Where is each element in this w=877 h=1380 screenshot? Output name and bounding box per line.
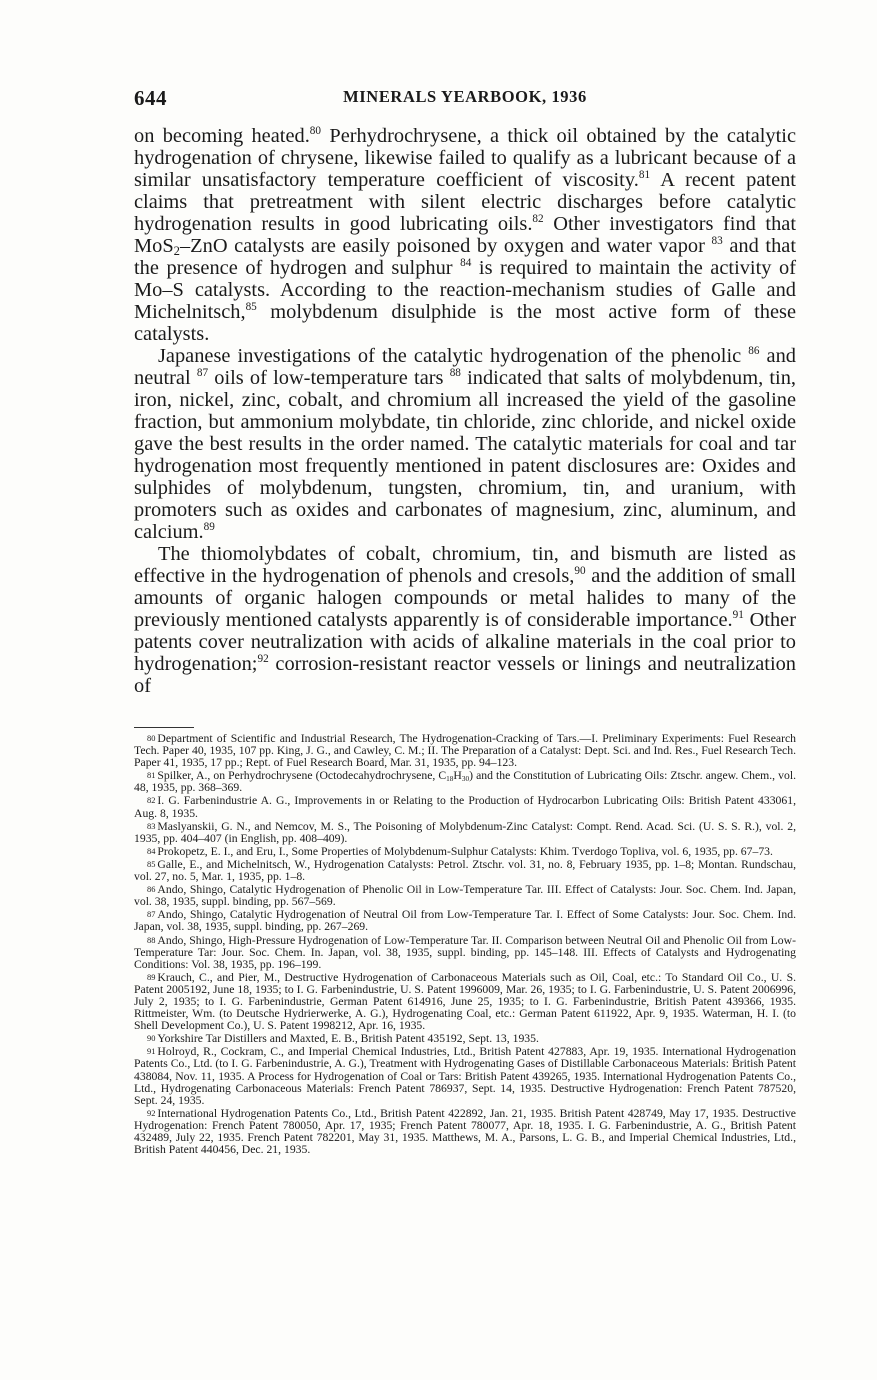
footnote	[134, 1045, 796, 1106]
footnote-number: 92	[147, 1107, 156, 1118]
footnote	[134, 1032, 796, 1045]
footnote-text: Department of Scientific and Industrial Research, The Hydrogenation-Cracking of Tars.—I. Preliminary Experiments: Fuel Research Tech. Paper 40, 1935, 107 pp. King, J. G., and Cawley, C. M.; II. The Preparation of a Catalyst: Dept. Sci. and Ind. Res., Fuel Research Tech. Paper 41, 1935, 17 pp.; Rept. of Fuel Research Board, Mar. 31, 1935, pp. 94–123.	[134, 732, 796, 770]
subscript: 18	[446, 775, 454, 784]
footnote-number: 88	[147, 934, 156, 945]
text-run: –ZnO catalysts are easily poisoned by oxygen and water vapor	[179, 235, 712, 257]
footnote-ref: 92	[257, 652, 269, 665]
text-run: corrosion-resistant reactor vessels or linings and neutralization of	[134, 653, 796, 697]
footnote-number: 81	[147, 770, 156, 781]
footnote-text: Ando, Shingo, High-Pressure Hydrogenation of Low-Temperature Tar. II. Comparison between Neutral Oil and Phenolic Oil from Low-Temperature Tar: Jour. Soc. Chem. In. Japan, vol. 38, 1935, suppl. binding, pp. 145–148. III. Effects of Catalysts and Hydrogenating Conditions: Vol. 38, 1935, pp. 196–199.	[134, 933, 796, 971]
footnote-number: 82	[147, 795, 156, 806]
footnote-ref: 89	[203, 520, 215, 533]
footnote-number: 85	[147, 858, 156, 869]
running-head: MINERALS YEARBOOK, 1936	[343, 87, 587, 106]
footnote-text: ) and the Constitution of Lubricating Oils: Ztschr. angew. Chem., vol. 48, 1935, pp. 368–369.	[134, 769, 796, 795]
footnote-number: 83	[147, 820, 156, 831]
footnote-number: 84	[147, 845, 156, 856]
footnote-ref: 91	[732, 608, 744, 621]
footnote-text: Prokopetz, E. I., and Eru, I., Some Properties of Molybdenum-Sulphur Catalysts: Khim. Tverdogo Topliva, vol. 6, 1935, pp. 67–73.	[157, 844, 773, 858]
footnote-text: I. G. Farbenindustrie A. G., Improvements in or Relating to the Production of Hydrocarbon Lubricating Oils: British Patent 433061, Aug. 8, 1935.	[134, 794, 796, 820]
footnote	[134, 883, 796, 908]
footnote-number: 86	[147, 884, 156, 895]
footnote-ref: 90	[574, 564, 586, 577]
footnote-ref: 83	[711, 234, 723, 247]
footnote	[134, 769, 796, 794]
footnotes	[134, 732, 796, 1156]
footnote-ref: 87	[196, 366, 209, 379]
text-run: Other patents cover neutralization with acids of alkaline materials in the coal prior to hydrogenation;	[134, 609, 797, 675]
footnote-text: International Hydrogenation Patents Co., Ltd., British Patent 422892, Jan. 21, 1935. British Patent 428749, May 17, 1935. Destructive Hydrogenation: French Patent 780050, Apr. 17, 1935; French Patent 780077, Apr. 18, 1935. I. G. Farbenindustrie, A. G., British Patent 432489, July 22, 1935. French Patent 782201, May 31, 1935. Matthews, M. A., Parsons, L. G. B., and Imperial Chemical Industries, Ltd., British Patent 440456, Dec. 21, 1935.	[134, 1106, 796, 1157]
body-text	[134, 125, 796, 697]
text-run: molybdenum disulphide is the most active form of these catalysts.	[134, 301, 796, 345]
footnote-text: Spilker, A., on Perhydrochrysene (Octodecahydrochrysene, C	[157, 769, 447, 783]
footnote	[134, 934, 796, 971]
footnote-text: Ando, Shingo, Catalytic Hydrogenation of Neutral Oil from Low-Temperature Tar. I. Effect of Some Catalysts: Jour. Soc. Chem. Ind. Japan, vol. 38, 1935, suppl. binding, pp. 267–269.	[134, 908, 796, 934]
footnote	[134, 858, 796, 883]
footnote-text: Yorkshire Tar Distillers and Maxted, E. B., British Patent 435192, Sept. 13, 1935.	[157, 1032, 539, 1046]
text-run: The thiomolybdates of cobalt, chromium, tin, and bismuth are listed as effective in the hydrogenation of phenols and cresols,	[134, 543, 796, 587]
paragraph-1	[134, 125, 796, 345]
footnote-text: Galle, E., and Michelnitsch, W., Hydrogenation Catalysts: Petrol. Ztschr. vol. 31, no. 8, February 1935, pp. 1–8; Montan. Rundschau, vol. 27, no. 5, Mar. 1, 1935, pp. 1–8.	[134, 857, 796, 884]
paragraph-2	[134, 345, 796, 543]
text-run: and neutral	[134, 345, 796, 389]
page-header	[134, 86, 796, 110]
footnote-ref: 86	[748, 344, 760, 357]
text-run: indicated that salts of molybdenum, tin, iron, nickel, zinc, cobalt, and chromium all increased the yield of the gasoline fraction, but ammonium molybdate, tin chloride, zinc chloride, and nickel oxide gave the best results in the order named. The catalytic materials for coal and tar hydrogenation most frequently mentioned in patent disclosures are: Oxides and sulphides of molybdenum, tungsten, chromium, tin, and uranium, with promoters such as oxides and carbonates of magnesium, zinc, aluminum, and calcium.	[134, 367, 796, 543]
text-run: A recent patent claims that pretreatment with silent electric discharges before catalytic hydrogenation results in good lubricating oils.	[134, 169, 796, 235]
text-run: on becoming heated.	[134, 125, 310, 147]
footnote-text: Maslyanskii, G. N., and Nemcov, M. S., The Poisoning of Molybdenum-Zinc Catalyst: Compt. Rend. Acad. Sci. (U. S. S. R.), vol. 2, 1935, pp. 404–407 (in English, pp. 408–409).	[134, 819, 796, 845]
footnote-number: 80	[147, 733, 156, 743]
footnote	[134, 908, 796, 933]
subscript: 2	[173, 244, 180, 259]
footnote-ref: 80	[309, 124, 322, 137]
subscript: 30	[461, 775, 470, 784]
footnote-number: 90	[147, 1033, 156, 1044]
footnote-ref: 81	[638, 168, 651, 181]
footnote-ref: 84	[460, 256, 472, 269]
text-run: Perhydrochrysene, a thick oil obtained by the catalytic hydrogenation of chrysene, likewise failed to qualify as a lubricant because of a similar unsatisfactory temperature coefficient of viscosity.	[134, 125, 796, 191]
footnote	[134, 1107, 796, 1156]
footnote-text: Krauch, C., and Pier, M., Destructive Hydrogenation of Carbonaceous Materials such as Oil, Coal, etc.: To Standard Oil Co., U. S. Patent 2005192, June 18, 1935; to I. G. Farbenindustrie, U. S. Patent 1996009, Mar. 26, 1935; to I. G. Farbenindustrie, U. S. Patent 2006996, July 2, 1935; to I. G. Farbenindustrie, German Patent 614916, June 25, 1935; to I. G. Farbenindustrie, British Patent 439366, 1935. Rittmeister, Wm. (to Deutsche Hydrierwerke, A. G.), Hydrogenating Coal, etc.: German Patent 611922, Apr. 9, 1935. Waterman, H. I. (to Shell Development Co.), U. S. Patent 1998212, Apr. 16, 1935.	[134, 970, 796, 1033]
footnote	[134, 732, 796, 769]
paragraph-3	[134, 543, 796, 697]
footnote-ref: 85	[245, 300, 257, 313]
footnote-text: H	[453, 769, 462, 783]
footnote	[134, 971, 796, 1032]
footnote-ref: 88	[449, 366, 461, 379]
footnote	[134, 820, 796, 845]
text-run: and the addition of small amounts of organic halogen compounds or metal halides to many of the previously mentioned catalysts apparently is of considerable importance.	[134, 565, 796, 631]
footnote-number: 91	[147, 1046, 156, 1057]
text-run: Other investigators find that MoS	[134, 213, 796, 257]
footnote	[134, 845, 796, 858]
footnote-text: Holroyd, R., Cockram, C., and Imperial Chemical Industries, Ltd., British Patent 427883, Apr. 19, 1935. International Hydrogenation Patents Co., Ltd. (to I. G. Farbenindustrie, A. G.), Treatment with Hydrogenating Gases of Distillable Carbonaceous Materials: British Patent 438084, Nov. 11, 1935. A Process for Hydrogenation of Coal or Tars: British Patent 439265, 1935. International Hydrogenation Patents Co., Ltd., Hydrogenating Carbonaceous Materials: French Patent 786937, Sept. 14, 1935. Destructive Hydrogenation: French Patent 787520, Sept. 24, 1935.	[134, 1045, 796, 1107]
footnote	[134, 794, 796, 819]
text-run: and that the presence of hydrogen and sulphur	[134, 235, 796, 279]
page-number: 644	[134, 86, 167, 110]
text-run: oils of low-temperature tars	[208, 367, 450, 389]
text-run: is required to maintain the activity of Mo–S catalysts. According to the reaction-mechanism studies of Galle and Michelnitsch,	[134, 257, 796, 323]
text-run: Japanese investigations of the catalytic hydrogenation of the phenolic	[158, 345, 749, 367]
footnote-text: Ando, Shingo, Catalytic Hydrogenation of Phenolic Oil in Low-Temperature Tar. III. Effect of Catalysts: Jour. Soc. Chem. Ind. Japan, vol. 38, 1935, suppl. binding, pp. 567–569.	[134, 883, 796, 909]
footnote-divider	[134, 727, 194, 728]
footnote-ref: 82	[532, 212, 544, 225]
footnote-number: 89	[147, 971, 156, 982]
footnote-number: 87	[147, 909, 156, 920]
